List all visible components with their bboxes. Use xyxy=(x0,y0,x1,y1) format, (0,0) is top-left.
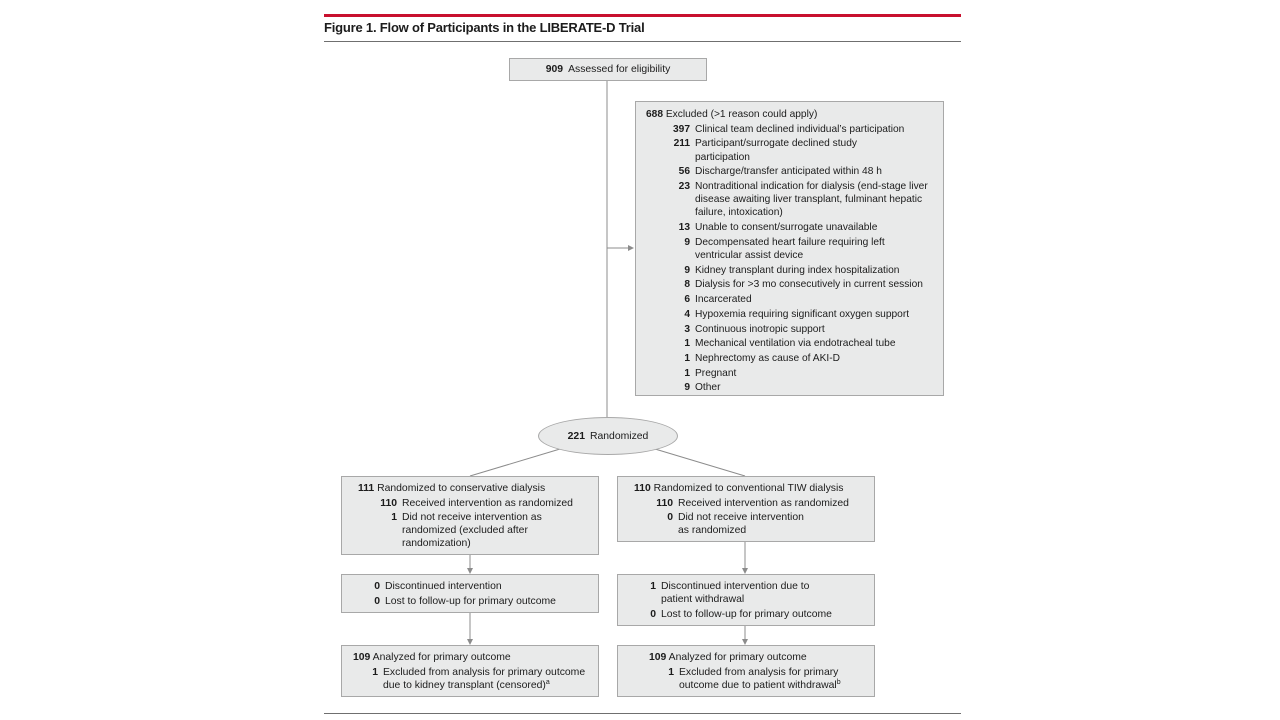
exclusion-reason: 4 Hypoxemia requiring significant oxygen support xyxy=(684,308,910,320)
randomized-count: 221 xyxy=(567,430,585,442)
conservative-analysis-box xyxy=(341,645,599,697)
excluded-header xyxy=(646,108,933,121)
footnote-a: a xyxy=(545,678,550,686)
exclusion-reason: 8 Dialysis for >3 mo consecutively in current session xyxy=(684,279,923,291)
exclusion-reason: 9 Other xyxy=(684,382,721,394)
assessed-label: Assessed for eligibility xyxy=(568,64,671,75)
exclusion-reason: 3 Continuous inotropic support xyxy=(684,323,825,335)
conventional-followup-item: 1 Discontinued intervention due to patient withdrawal xyxy=(650,581,810,605)
exclusion-reason: 211 Participant/surrogate declined study participation xyxy=(673,138,857,163)
bottom-divider xyxy=(324,713,961,714)
conventional-followup-item: 0 Lost to follow-up for primary outcome xyxy=(650,608,832,620)
randomized-label: Randomized xyxy=(590,430,649,442)
exclusion-reason: 9 Decompensated heart failure requiring left ventricular assist device xyxy=(684,236,885,262)
conventional-analysis-box xyxy=(617,645,875,697)
exclusion-reason: 13 Unable to consent/surrogate unavailable xyxy=(678,222,878,234)
conventional-allocation-item: 110 Received intervention as randomized xyxy=(656,497,849,509)
conventional-allocation-header: 110 Randomized to conventional TIW dialysis xyxy=(634,483,844,494)
assessed-box xyxy=(509,58,707,81)
conservative-allocation-items xyxy=(379,497,588,551)
conservative-followup-item: 0 Lost to follow-up for primary outcome xyxy=(374,595,556,607)
footnote-b: b xyxy=(836,678,841,686)
conservative-analysis-header: 109 Analyzed for primary outcome xyxy=(353,652,511,663)
exclusion-reason: 1 Mechanical ventilation via endotracheal tube xyxy=(684,338,896,350)
conservative-analysis-item: 1 Excluded from analysis for primary outcome due to kidney transplant (censored)$^a$ xyxy=(372,666,586,691)
conventional-analysis-item: 1 Excluded from analysis for primary outcome due to patient withdrawal$^b$ xyxy=(668,666,841,691)
exclusion-reason: 1 Nephrectomy as cause of AKI-D xyxy=(684,352,840,364)
conservative-followup-item: 0 Discontinued intervention xyxy=(374,581,502,592)
exclusion-reason: 6 Incarcerated xyxy=(684,294,752,306)
exclusion-reason-list xyxy=(669,123,933,395)
title-divider xyxy=(324,41,961,42)
exclusion-reason: 56 Discharge/transfer anticipated within 48 h xyxy=(678,166,882,178)
conventional-allocation-item: 0 Did not receive intervention as randomized xyxy=(667,512,804,536)
conventional-allocation-box xyxy=(617,476,875,542)
randomized-ellipse xyxy=(538,417,678,455)
excluded-label: Excluded (>1 reason could apply) xyxy=(665,109,818,120)
conventional-allocation-items xyxy=(655,497,864,538)
conventional-followup-box xyxy=(617,574,875,626)
conservative-allocation-box xyxy=(341,476,599,555)
exclusion-reason: 23 Nontraditional indication for dialysis (end-stage liver disease awaiting liver transplant, fulminant hepatic failure, intoxication) xyxy=(678,181,928,219)
conservative-allocation-header: 111 Randomized to conservative dialysis xyxy=(358,483,546,494)
exclusion-reason: 1 Pregnant xyxy=(684,367,737,379)
exclusion-reason: 9 Kidney transplant during index hospitalization xyxy=(684,264,900,276)
title-accent-rule xyxy=(324,14,961,17)
excluded-box xyxy=(635,101,944,396)
conventional-analysis-header: 109 Analyzed for primary outcome xyxy=(649,652,807,663)
excluded-count: 688 xyxy=(646,109,663,120)
conservative-followup-box xyxy=(341,574,599,613)
conservative-allocation-item: 110 Received intervention as randomized xyxy=(380,497,573,509)
connector-randomized-to-conservative xyxy=(470,449,560,476)
connector-randomized-to-conventional xyxy=(655,449,745,476)
figure-title: Figure 1. Flow of Participants in the LIBERATE-D Trial xyxy=(324,20,645,35)
conservative-allocation-item: 1 Did not receive intervention as randomized (excluded after randomization) xyxy=(391,512,542,549)
assessed-count: 909 xyxy=(545,64,564,75)
exclusion-reason: 397 Clinical team declined individual’s participation xyxy=(673,123,905,135)
